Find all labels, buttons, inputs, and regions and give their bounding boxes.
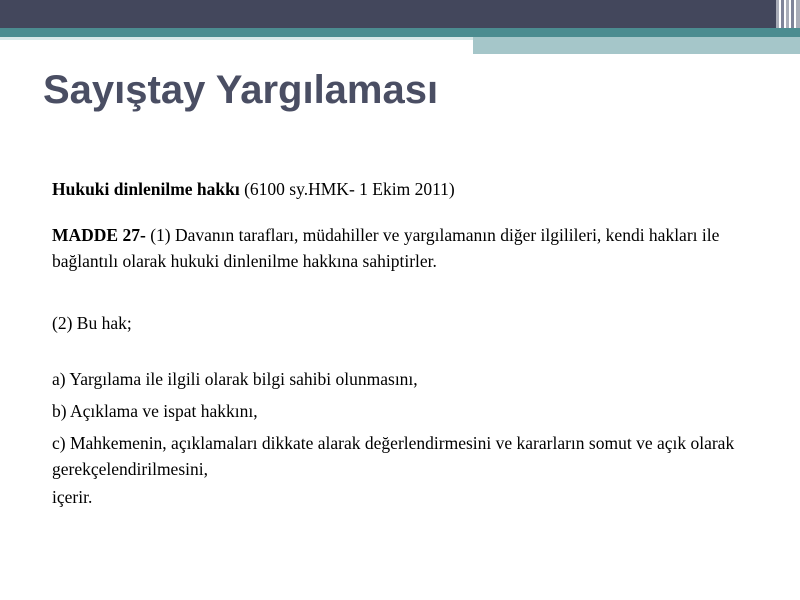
header-stripe	[791, 0, 794, 28]
section-heading	[52, 176, 757, 202]
list-item-a: a) Yargılama ile ilgili olarak bilgi sahibi olunmasını,	[52, 369, 418, 389]
slide-title: Sayıştay Yargılaması	[43, 68, 439, 112]
article-text: (1) Davanın tarafları, müdahiller ve yargılamanın diğer ilgilileri, kendi hakları ile bağlantılı olarak hukuki dinlenilme hakkına sahiptirler.	[52, 225, 720, 271]
list-item-b: b) Açıklama ve ispat hakkını,	[52, 401, 258, 421]
header-stripe	[796, 0, 800, 28]
header-stripe	[786, 0, 789, 28]
intro-text: (2) Bu hak;	[52, 313, 132, 333]
slide-content	[52, 176, 757, 510]
article-number: MADDE 27-	[52, 225, 146, 245]
header-stripe	[776, 0, 779, 28]
closing-text: içerir.	[52, 487, 93, 507]
header-bar-light	[473, 37, 800, 54]
list-item-c: c) Mahkemenin, açıklamaları dikkate alarak değerlendirmesini ve kararların somut ve açık olarak gerekçelendirilmesini,	[52, 433, 735, 479]
header-bar-dark	[0, 0, 776, 28]
article-paragraph	[52, 222, 757, 274]
section-heading-bold: Hukuki dinlenilme hakkı	[52, 179, 240, 199]
header-stripe	[781, 0, 784, 28]
header-underline	[0, 37, 473, 40]
header-bar-teal	[0, 28, 800, 37]
section-heading-rest: (6100 sy.HMK- 1 Ekim 2011)	[239, 179, 455, 199]
